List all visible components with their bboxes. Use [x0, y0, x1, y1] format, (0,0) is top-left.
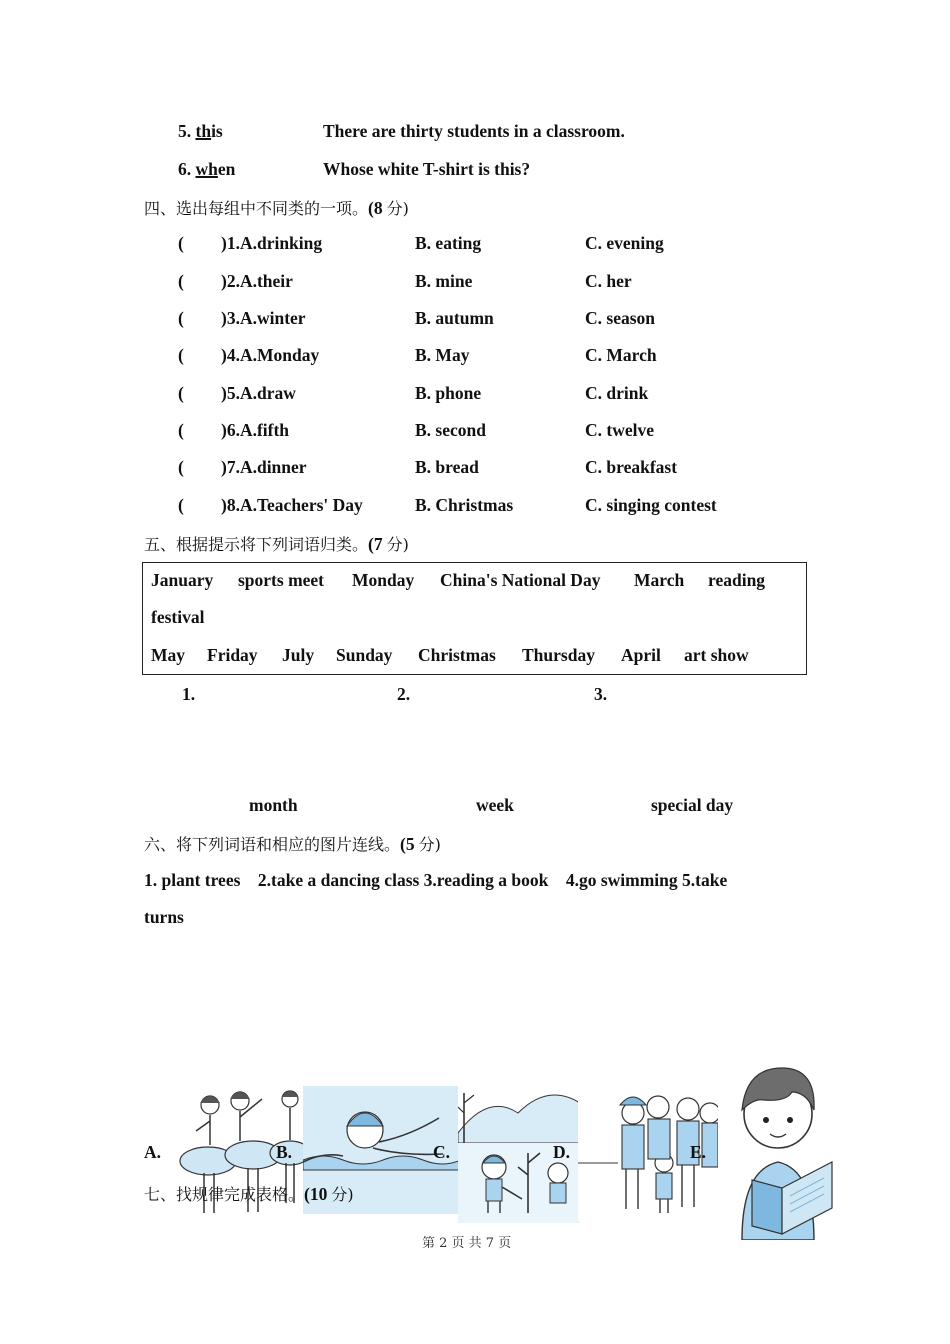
word-bank-word: art show	[684, 645, 749, 665]
s4-option-a: )7.A.dinner	[221, 457, 307, 477]
s4-option-b: B. autumn	[415, 308, 494, 328]
picture-e-reading	[718, 1062, 838, 1240]
s4-option-b: B. Christmas	[415, 495, 514, 515]
word-bank-word: July	[282, 645, 315, 665]
word-bank-word: reading	[708, 570, 766, 590]
word-bank-word: Sunday	[336, 645, 393, 665]
s4-option-a: )1.A.drinking	[221, 233, 323, 253]
word-bank-word: festival	[151, 607, 205, 627]
s4-paren[interactable]: (	[178, 420, 184, 440]
section4-score: (8	[368, 198, 383, 218]
s4-option-b: B. May	[415, 345, 470, 365]
picture-label-c: C.	[433, 1142, 451, 1162]
q3-item-5	[178, 121, 223, 142]
s4-paren[interactable]: (	[178, 495, 184, 515]
s4-option-c: C. March	[585, 345, 657, 365]
answer-slot-3[interactable]: 3.	[594, 684, 608, 704]
section7-title: 七、找规律完成表格。	[144, 1185, 305, 1204]
picture-label-d: D.	[553, 1142, 571, 1162]
word-bank-word: sports meet	[238, 570, 325, 590]
s4-option-c: C. breakfast	[585, 457, 678, 477]
s4-option-c: C. evening	[585, 233, 664, 253]
s4-paren[interactable]: (	[178, 271, 184, 291]
section6-title: 六、将下列词语和相应的图片连线。	[144, 835, 401, 854]
s4-option-a: )3.A.winter	[221, 308, 306, 328]
answer-slot-1[interactable]: 1.	[182, 684, 196, 704]
s4-option-a: )4.A.Monday	[221, 345, 320, 365]
section7-score: (10	[304, 1184, 328, 1204]
q3-item-6-number: 6.	[178, 159, 192, 179]
section4-title: 四、选出每组中不同类的一项。	[144, 199, 369, 218]
s4-option-c: C. drink	[585, 383, 649, 403]
page-footer: 第 2 页 共 7 页	[422, 1236, 512, 1251]
category-week: week	[476, 795, 514, 815]
s4-option-b: B. phone	[415, 383, 482, 403]
section6-score-unit: 分)	[418, 835, 441, 854]
section5-score: (7	[368, 534, 383, 554]
section6-phrases-cont: turns	[144, 907, 184, 927]
word-bank-word: January	[151, 570, 214, 590]
section7-score-unit: 分)	[331, 1185, 354, 1204]
s4-option-b: B. eating	[415, 233, 482, 253]
q3-item-6-sentence: Whose white T-shirt is this?	[323, 159, 531, 179]
word-bank-word: Monday	[352, 570, 415, 590]
s4-option-c: C. her	[585, 271, 632, 291]
s4-option-a: )2.A.their	[221, 271, 293, 291]
s4-option-c: C. season	[585, 308, 656, 328]
word-bank-word: March	[634, 570, 685, 590]
s4-paren[interactable]: (	[178, 308, 184, 328]
section6-heading	[144, 832, 441, 855]
s4-option-b: B. mine	[415, 271, 473, 291]
answer-slot-2[interactable]: 2.	[397, 684, 411, 704]
s4-option-b: B. second	[415, 420, 486, 440]
section6-phrases: 1. plant trees 2.take a dancing class 3.reading a book 4.go swimming 5.take	[144, 870, 728, 890]
section7-heading	[144, 1182, 354, 1205]
word-bank-word: April	[621, 645, 661, 665]
s4-option-c: C. twelve	[585, 420, 655, 440]
q3-item-6-underlined: wh	[195, 159, 218, 179]
q3-item-5-underlined: th	[195, 121, 212, 141]
section4-score-unit: 分)	[386, 199, 409, 218]
s4-option-c: C. singing contest	[585, 495, 717, 515]
picture-label-a: A.	[144, 1142, 162, 1162]
s4-option-a: )6.A.fifth	[221, 420, 290, 440]
section5-title: 五、根据提示将下列词语归类。	[144, 535, 369, 554]
category-special-day: special day	[651, 795, 734, 815]
word-bank-word: Friday	[207, 645, 258, 665]
section4-heading	[144, 196, 409, 219]
s4-paren[interactable]: (	[178, 345, 184, 365]
q3-item-5-number: 5.	[178, 121, 192, 141]
word-bank-word: Thursday	[522, 645, 595, 665]
category-month: month	[249, 795, 298, 815]
s4-paren[interactable]: (	[178, 383, 184, 403]
q3-item-5-sentence: There are thirty students in a classroom.	[323, 121, 625, 141]
s4-option-b: B. bread	[415, 457, 479, 477]
word-bank-word: Christmas	[418, 645, 496, 665]
word-bank-word: May	[151, 645, 186, 665]
section6-score: (5	[400, 834, 415, 854]
section5-heading	[144, 532, 409, 555]
s4-paren[interactable]: (	[178, 457, 184, 477]
s4-option-a: )8.A.Teachers' Day	[221, 495, 363, 515]
s4-paren[interactable]: (	[178, 233, 184, 253]
section5-score-unit: 分)	[386, 535, 409, 554]
word-bank-word: China's National Day	[440, 570, 601, 590]
q3-item-6-word-rest: en	[217, 159, 236, 179]
q3-item-6	[178, 159, 235, 180]
q3-item-5-word-rest: is	[211, 121, 223, 141]
picture-label-e: E.	[690, 1142, 707, 1162]
s4-option-a: )5.A.draw	[221, 383, 296, 403]
picture-label-b: B.	[276, 1142, 293, 1162]
